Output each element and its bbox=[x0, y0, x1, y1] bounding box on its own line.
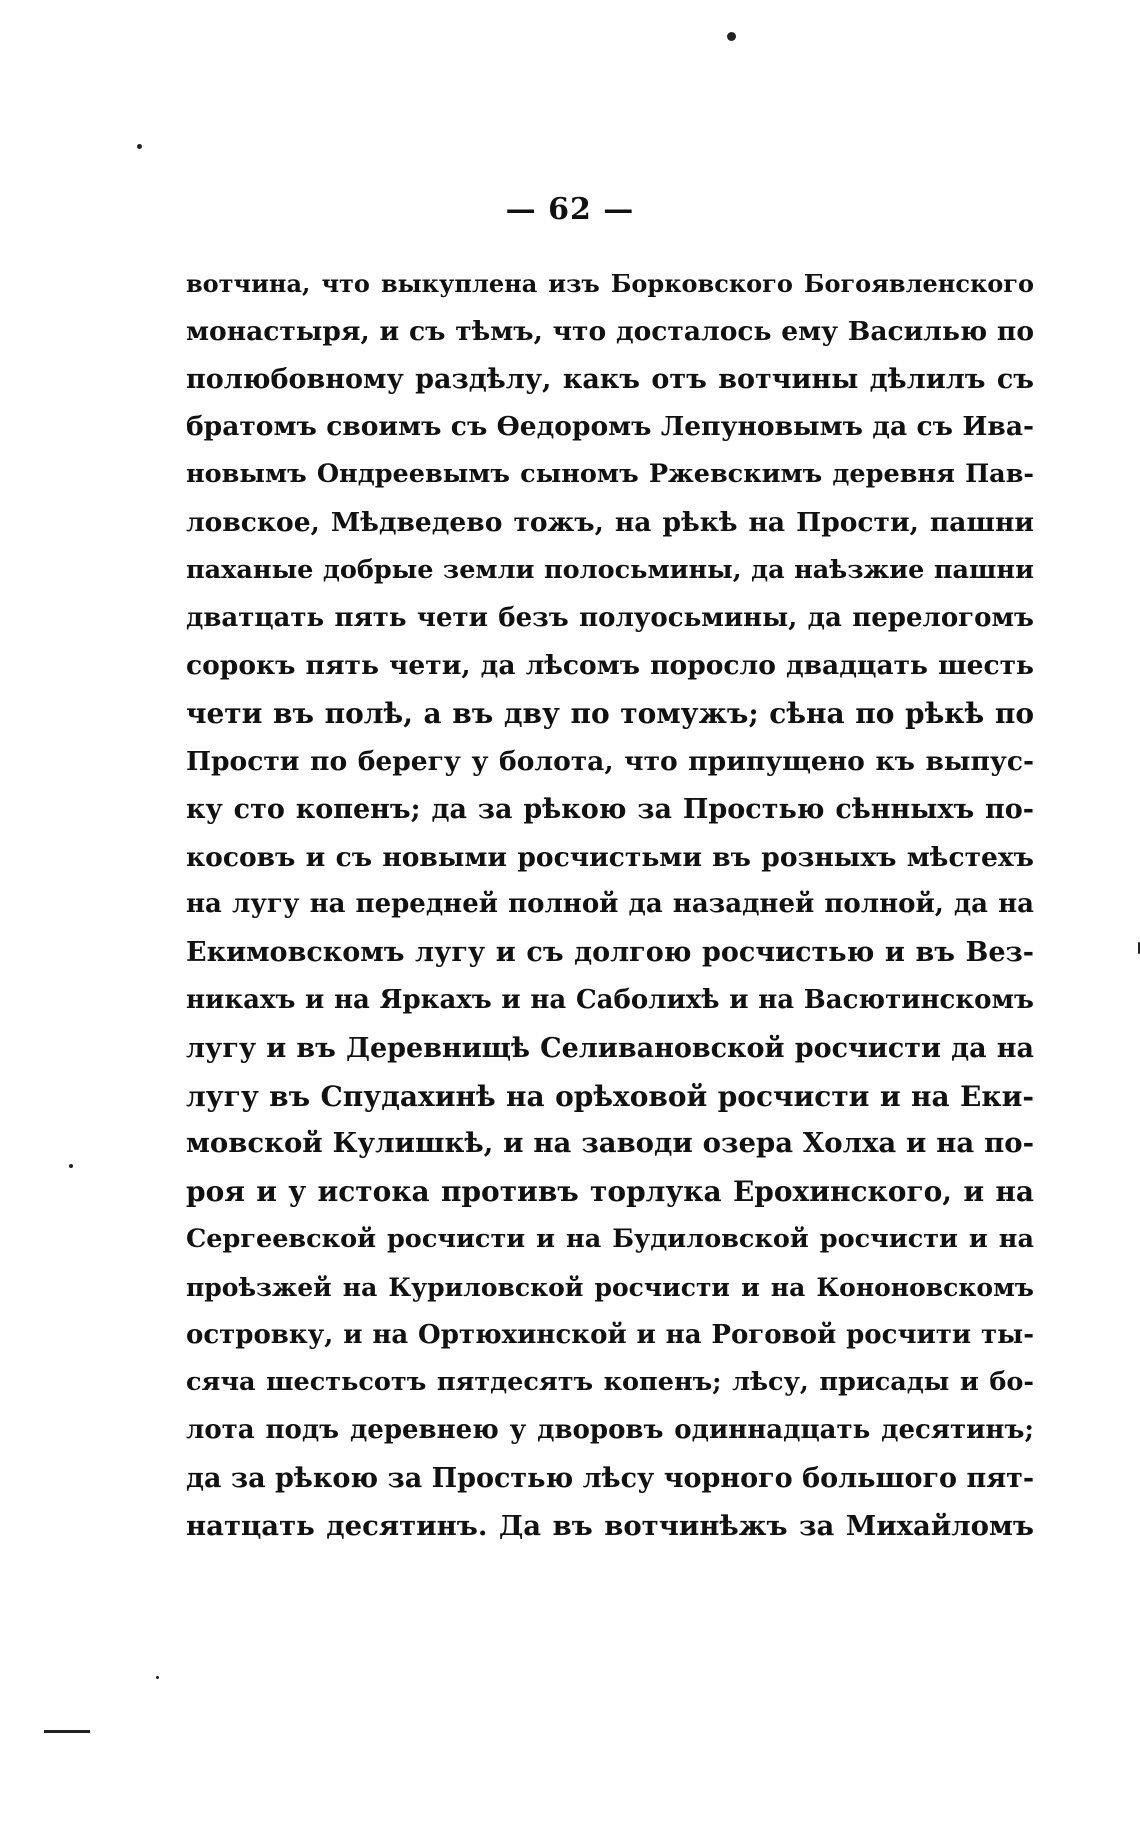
text-line: лота подъ деревнею у дворовъ одиннадцать десятинъ; bbox=[186, 1415, 1034, 1446]
text-line: паханые добрые земли полосьмины, да наѣзжие пашни bbox=[186, 554, 1034, 585]
page-speck bbox=[69, 1164, 73, 1168]
text-line: косовъ и съ новыми росчистьми въ розныхъ мѣстехъ bbox=[186, 841, 1034, 873]
text-line: сяча шестьсотъ пятдесятъ копенъ; лѣсу, присады и бо- bbox=[186, 1367, 1034, 1398]
text-line: проѣзжей на Куриловской росчисти и на Кононовскомъ bbox=[186, 1272, 1034, 1302]
text-line: на лугу на передней полной да назадней полной, да на bbox=[186, 889, 1034, 920]
text-line: вотчина, что выкуплена изъ Борковского Богоявленского bbox=[186, 269, 1034, 298]
text-line: лугу и въ Деревнищѣ Селивановской росчисти да на bbox=[186, 1032, 1034, 1064]
text-line: ловское, Мѣдведево тожъ, на рѣкѣ на Прости, пашни bbox=[186, 506, 1034, 538]
page-speck bbox=[727, 32, 736, 41]
text-line: да за рѣкою за Простью лѣсу чорного большого пят- bbox=[186, 1462, 1034, 1494]
text-line: Екимовскомъ лугу и съ долгою росчистью и въ Вез- bbox=[186, 937, 1034, 969]
text-line: дватцать пять чети безъ полуосьмины, да перелогомъ bbox=[186, 602, 1034, 633]
text-line: мовской Кулишкѣ, и на заводи озера Холха и на по- bbox=[186, 1127, 1034, 1160]
page-speck bbox=[156, 1676, 159, 1679]
body-text bbox=[186, 260, 1034, 1551]
text-line: Прости по берегу у болота, что припущено къ выпус- bbox=[186, 745, 1034, 777]
text-line: ку сто копенъ; да за рѣкою за Простью сѣнныхъ по- bbox=[186, 793, 1034, 825]
text-line: лугу въ Спудахинѣ на орѣховой росчисти и на Еки- bbox=[186, 1079, 1034, 1113]
text-line: чети въ полѣ, а въ дву по томужъ; сѣна по рѣкѣ по bbox=[186, 697, 1034, 731]
text-line: сорокъ пять чети, да лѣсомъ поросло двадцать шесть bbox=[186, 650, 1034, 682]
text-line: Сергеевской росчисти и на Будиловской росчисти и на bbox=[186, 1223, 1034, 1254]
margin-dash-mark bbox=[44, 1730, 90, 1733]
text-line: островку, и на Ортюхинской и на Роговой росчити ты- bbox=[186, 1319, 1034, 1350]
text-line: никахъ и на Яркахъ и на Саболихѣ и на Васютинскомъ bbox=[186, 984, 1034, 1015]
page-number: — 62 — bbox=[505, 192, 635, 227]
page-speck bbox=[137, 144, 142, 149]
text-line: полюбовному раздѣлу, какъ отъ вотчины дѣлилъ съ bbox=[186, 363, 1034, 395]
text-line: монастыря, и съ тѣмъ, что досталось ему Василью по bbox=[186, 315, 1034, 347]
text-line: натцать десятинъ. Да въ вотчинѣжъ за Михайломъ bbox=[186, 1509, 1034, 1542]
text-line: братомъ своимъ съ Ѳедоромъ Лепуновымъ да съ Ива- bbox=[186, 411, 1034, 443]
text-line: роя и у истока противъ торлука Ерохинского, и на bbox=[186, 1175, 1034, 1209]
text-line: новымъ Ондреевымъ сыномъ Ржевскимъ деревня Пав- bbox=[186, 459, 1034, 490]
